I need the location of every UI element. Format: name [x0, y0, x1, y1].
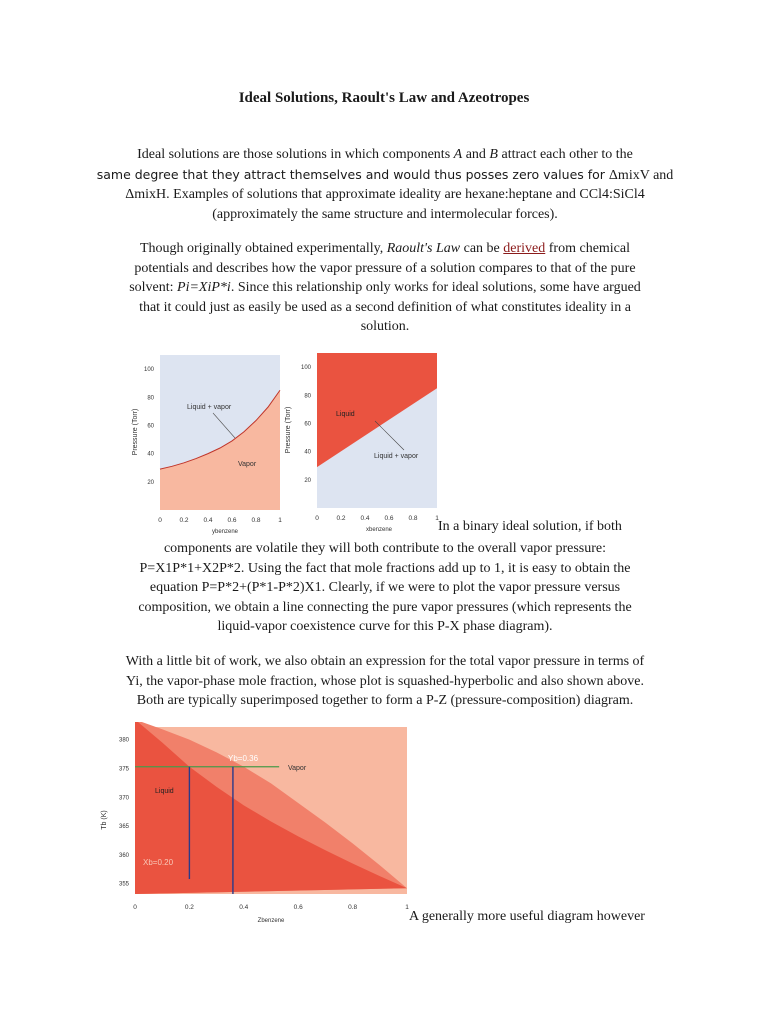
x-tick-label: 0	[133, 904, 137, 911]
x-tick-label: 0.6	[384, 515, 394, 522]
x-tick-label: 0.8	[251, 517, 261, 524]
x-tick-label: 0.6	[293, 904, 303, 911]
y-tick-label: 40	[304, 449, 311, 456]
y-tick-label: 370	[118, 795, 129, 802]
y-tick-labels	[144, 367, 155, 486]
y-tick-label: 60	[147, 423, 154, 430]
y-tick-label: 375	[118, 766, 129, 773]
annotation-yb: Yb=0.36	[228, 754, 259, 763]
y-tick-label: 40	[147, 451, 154, 458]
raoult-equation: Pi=XiP*i	[177, 280, 231, 295]
y-tick-label: 380	[118, 737, 129, 744]
x-tick-label: 0	[315, 515, 319, 522]
x-tick-label: 0.8	[408, 515, 418, 522]
region-label-vapor: Vapor	[238, 461, 257, 468]
y-tick-labels	[119, 738, 130, 888]
y-tick-label: 100	[300, 365, 311, 372]
x-tick-labels	[158, 517, 282, 524]
x-tick-label: 0.4	[360, 515, 370, 522]
x-tick-label: 0.8	[348, 904, 358, 911]
region-label-liquid: Liquid	[155, 788, 174, 795]
x-tick-label: 0.2	[336, 515, 346, 522]
x-tick-label: 0.4	[239, 904, 249, 911]
paragraph-binary-solution: components are volatile they will both contribute to the overall vapor pressure: P=X1P*1+X2P*2. Using the fact that mole fractions add up to 1, it is easy to obtain the equation P=P*2+(P*1-P*2)X1. Clearly, if we were to plot the vapor pressure versus composition, we obtain a line connecting the pure vapor pressures (which represents the liquid-vapor coexistence curve for this P-X phase diagram).	[138, 541, 632, 634]
paragraph-binary-lead: In a binary ideal solution, if both	[438, 519, 622, 534]
paragraph-ideal-solutions: Ideal solutions are those solutions in which components A and B attract each other to the same degree that they attract themselves and would thus posses zero values for ΔmixV and ΔmixH. Examples of solutions that approximate ideality are hexane:heptane and CCl4:SiCl4 (approximately the same structure and intermolecular forces).	[96, 147, 674, 222]
region-label-vapor: Vapor	[288, 765, 307, 772]
derived-link[interactable]: derived	[503, 241, 546, 256]
y-tick-labels	[301, 365, 312, 484]
y-tick-label: 20	[147, 479, 154, 486]
y-tick-label: 360	[118, 852, 129, 859]
y-tick-label: 20	[304, 477, 311, 484]
chart-pressure-vs-y	[125, 350, 285, 538]
delta-mix-h: ΔmixH	[125, 187, 167, 202]
x-tick-label: 1	[278, 517, 282, 524]
y-axis-label: Pressure (Torr)	[132, 408, 139, 456]
x-tick-labels	[133, 904, 409, 911]
raoults-law-term: Raoult's Law	[386, 241, 461, 256]
paragraph-raoults-law: Though originally obtained experimentally, Raoult's Law can be derived from chemical potentials and describes how the vapor pressure of a solution compares to that of the pure solvent: Pi=XiP*i. Since this relationship only works for ideal solutions, some have argued that it could just as easily be used as a second definition of what constitutes ideality in a solution.	[129, 241, 641, 334]
paragraph-more-useful: A generally more useful diagram however	[409, 909, 645, 924]
y-tick-label: 365	[118, 824, 129, 831]
x-tick-label: 0	[158, 517, 162, 524]
y-tick-label: 60	[304, 421, 311, 428]
x-tick-label: 1	[405, 904, 409, 911]
x-axis-label: xbenzene	[365, 527, 393, 533]
x-axis-label: ybenzene	[211, 529, 239, 535]
x-axis-label: Zbenzene	[257, 918, 285, 924]
x-tick-label: 0.4	[203, 517, 213, 524]
x-tick-label: 0.2	[179, 517, 189, 524]
y-tick-label: 100	[143, 367, 154, 374]
chart-temperature-vs-z	[95, 722, 415, 927]
region-label-liquid-vapor: Liquid + vapor	[187, 404, 232, 411]
chart-pressure-vs-x	[282, 348, 442, 536]
y-tick-label: 355	[118, 881, 129, 888]
x-tick-labels	[315, 515, 439, 522]
region-label-liquid: Liquid	[336, 411, 355, 418]
x-tick-label: 1	[435, 515, 439, 522]
y-axis-label: Pressure (Torr)	[285, 406, 292, 454]
region-label-liquid-vapor: Liquid + vapor	[374, 453, 419, 460]
page-title: Ideal Solutions, Raoult's Law and Azeotropes	[238, 90, 530, 106]
x-tick-label: 0.6	[227, 517, 237, 524]
paragraph-vapor-phase: With a little bit of work, we also obtain an expression for the total vapor pressure in terms of Yi, the vapor-phase mole fraction, whose plot is squashed-hyperbolic and also shown above. Both are typically superimposed together to form a P-Z (pressure-composition) diagram.	[125, 654, 645, 708]
y-tick-label: 80	[147, 395, 154, 402]
annotation-xb: Xb=0.20	[143, 858, 174, 867]
y-axis-label: Tb (K)	[101, 810, 108, 830]
x-tick-label: 0.2	[184, 904, 194, 911]
y-tick-label: 80	[304, 393, 311, 400]
delta-mix-v: ΔmixV	[608, 167, 650, 183]
